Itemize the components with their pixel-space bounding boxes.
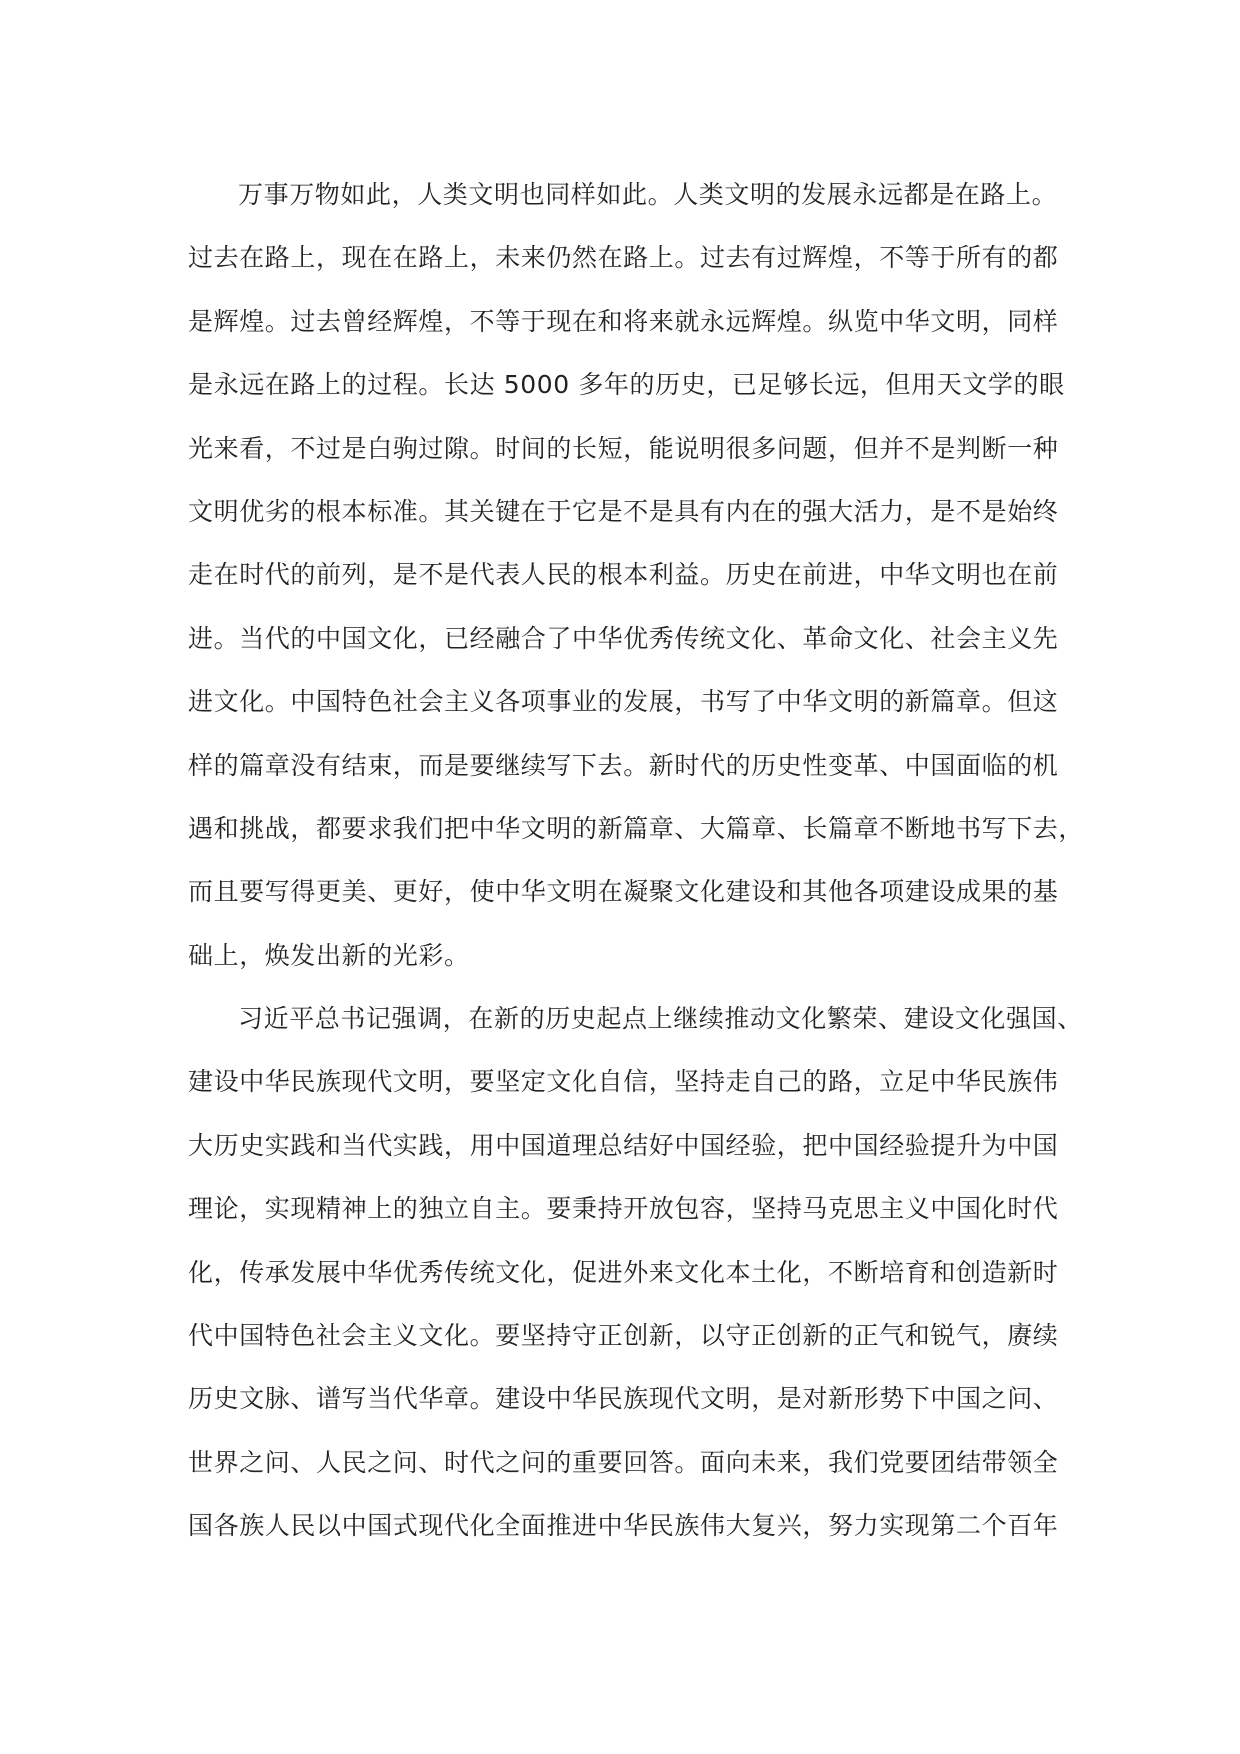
text-line: 文明优劣的根本标准。其关键在于它是不是具有内在的强大活力，是不是始终: [188, 496, 1059, 526]
text-line: 建设中华民族现代文明，要坚定文化自信，坚持走自己的路，立足中华民族伟: [188, 1067, 1059, 1097]
text-line: 进。当代的中国文化，已经融合了中华优秀传统文化、革命文化、社会主义先: [188, 623, 1059, 653]
text-line: 理论，实现精神上的独立自主。要秉持开放包容，坚持马克思主义中国化时代: [188, 1194, 1059, 1224]
text-line: 历史文脉、谱写当代华章。建设中华民族现代文明，是对新形势下中国之问、: [188, 1384, 1059, 1414]
text-line: 光来看，不过是白驹过隙。时间的长短，能说明很多问题，但并不是判断一种: [188, 433, 1059, 463]
text-line: 大历史实践和当代实践，用中国道理总结好中国经验，把中国经验提升为中国: [188, 1130, 1059, 1160]
text-line: 化，传承发展中华优秀传统文化，促进外来文化本土化，不断培育和创造新时: [188, 1257, 1059, 1287]
text-line: 国各族人民以中国式现代化全面推进中华民族伟大复兴，努力实现第二个百年: [188, 1511, 1059, 1541]
body-text: [188, 163, 1085, 1558]
text-line: 世界之问、人民之问、时代之问的重要回答。面向未来，我们党要团结带领全: [188, 1447, 1059, 1477]
text-line: 代中国特色社会主义文化。要坚持守正创新，以守正创新的正气和锐气，赓续: [188, 1321, 1059, 1351]
text-line: 过去在路上，现在在路上，未来仍然在路上。过去有过辉煌，不等于所有的都: [188, 243, 1059, 273]
text-line: 样的篇章没有结束，而是要继续写下去。新时代的历史性变革、中国面临的机: [188, 750, 1059, 780]
text-line: 遇和挑战，都要求我们把中华文明的新篇章、大篇章、长篇章不断地书写下去，: [188, 813, 1085, 843]
text-line: 走在时代的前列，是不是代表人民的根本利益。历史在前进，中华文明也在前: [188, 560, 1059, 590]
text-line: 万事万物如此，人类文明也同样如此。人类文明的发展永远都是在路上。: [238, 180, 1058, 209]
text-line: 础上，焕发出新的光彩。: [188, 940, 470, 970]
paragraph-2: [188, 987, 1083, 1558]
paragraph-1: [188, 163, 1085, 987]
text-line: 进文化。中国特色社会主义各项事业的发展，书写了中华文明的新篇章。但这: [188, 687, 1059, 717]
text-line: 而且要写得更美、更好，使中华文明在凝聚文化建设和其他各项建设成果的基: [188, 877, 1059, 907]
text-line: 是永远在路上的过程。长达 5000 多年的历史，已足够长远，但用天文学的眼: [188, 370, 1065, 400]
text-line: 习近平总书记强调，在新的历史起点上继续推动文化繁荣、建设文化强国、: [238, 1004, 1083, 1034]
text-line: 是辉煌。过去曾经辉煌，不等于现在和将来就永远辉煌。纵览中华文明，同样: [188, 306, 1059, 336]
